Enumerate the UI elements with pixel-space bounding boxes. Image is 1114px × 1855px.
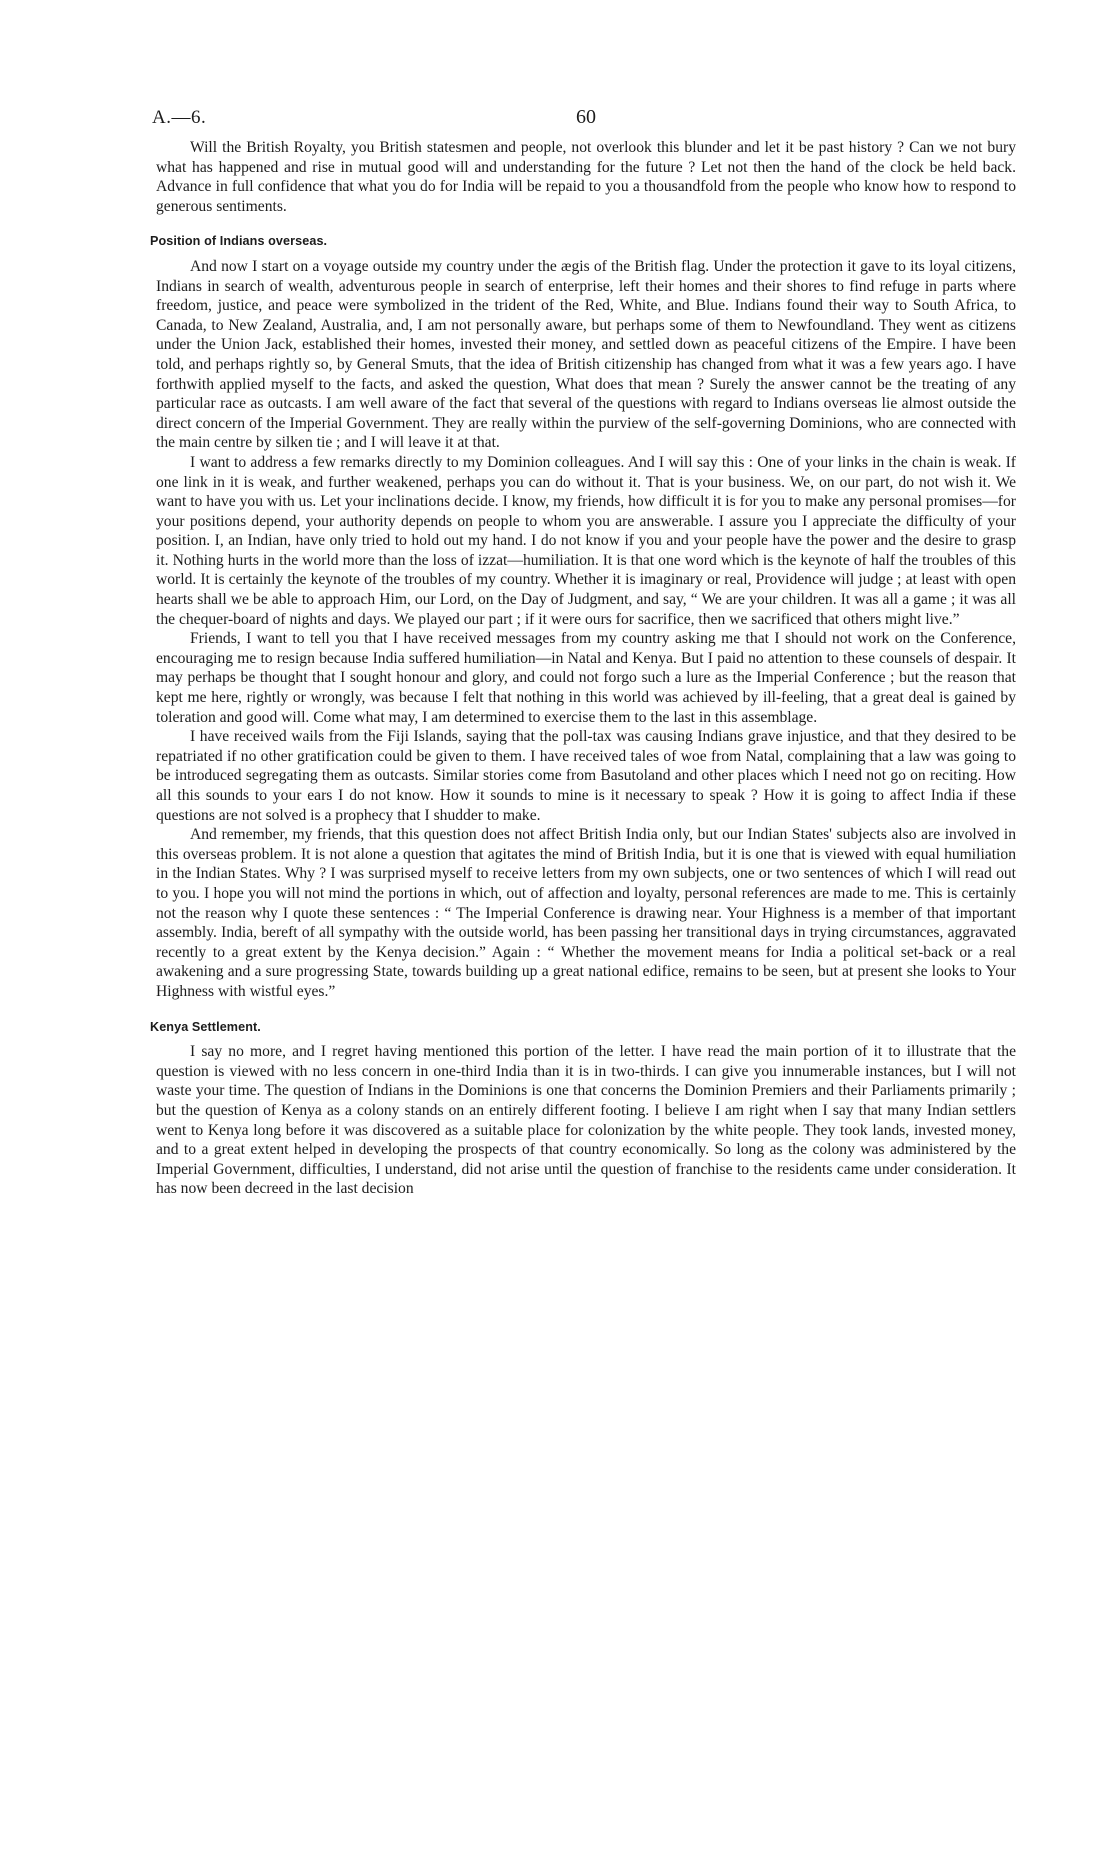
paragraph: And now I start on a voyage outside my country under the ægis of the British flag. Under the protection it gave to its loyal citizens, Indians in search of wealth, adventurous people in search of enterprise, left their homes and their shores to find refuge in parts where freedom, justice, and peace were symbolized in the trident of the Red, White, and Blue. Indians found their way to South Africa, to Canada, to New Zealand, Australia, and, I am not personally aware, but perhaps some of them to Newfoundland. They went as citizens under the Union Jack, established their homes, invested their money, and settled down as peaceful citizens of the Empire. I have been told, and perhaps rightly so, by General Smuts, that the idea of British citizenship has changed from what it was a few years ago. I have forthwith applied myself to the facts, and asked the question, What does that mean ? Surely the answer cannot be the treating of any particular race as outcasts. I am well aware of the fact that several of the questions with regard to Indians overseas lie almost outside the direct concern of the Imperial Government. They are really within the purview of the self-governing Dominions, who are connected with the main centre by silken tie ; and I will leave it at that. [156,257,1016,452]
section-heading-kenya-settlement: Kenya Settlement. [150,1019,261,1034]
section-heading-indians-overseas: Position of Indians overseas. [150,234,328,249]
paragraph: I say no more, and I regret having mentioned this portion of the letter. I have read the main portion of it to illustrate that the question is viewed with no less concern in one-third India than it is in two-thirds. I can give you innumerable instances, but I will not waste your time. The question of Indians in the Dominions is one that concerns the Dominion Premiers and their Parliaments primarily ; but the question of Kenya as a colony stands on an entirely different footing. I believe I am right when I say that many Indian settlers went to Kenya long before it was discovered as a suitable place for colonization by the white people. They took lands, invested money, and to a great extent helped in developing the prospects of that country economically. So long as the colony was administered by the Imperial Government, difficulties, I understand, did not arise until the question of franchise to the residents came under consideration. It has now been decreed in the last decision [156,1043,1016,1198]
paragraph: Friends, I want to tell you that I have received messages from my country asking me that I should not work on the Conference, encouraging me to resign because India suffered humiliation—in Natal and Kenya. But I paid no attention to these counsels of despair. It may perhaps be thought that I sought honour and glory, and could not forgo such a lure as the Imperial Conference ; but the reason that kept me here, rightly or wrongly, was because I felt that nothing in this world was achieved by ill-feeling, that a great deal is gained by toleration and good will. Come what may, I am determined to exercise them to the last in this assemblage. [156,630,1016,726]
document-page [150,106,1016,1199]
paragraph: I have received wails from the Fiji Islands, saying that the poll-tax was causing Indians grave injustice, and that they desired to be repatriated if no other gratification could be given to them. I have received tales of woe from Natal, complaining that a law was going to be introduced segregating them as outcasts. Similar stories come from Basutoland and other places which I need not go on reciting. How all this sounds to your ears I do not know. How it sounds to mine is it necessary to speak ? How it is going to affect India if these questions are not solved is a prophecy that I shudder to make. [156,728,1016,824]
intro-paragraph: Will the British Royalty, you British statesmen and people, not overlook this blunder and let it be past history ? Can we not bury what has happened and rise in mutual good will and understanding for the future ? Let not then the hand of the clock be held back. Advance in full confidence that what you do for India will be repaid to you a thousandfold from the people who know how to respond to generous sentiments. [156,139,1016,215]
page-number: 60 [576,106,596,128]
document-reference: A.—6. [152,107,207,128]
paragraph: I want to address a few remarks directly to my Dominion colleagues. And I will say this : One of your links in the chain is weak. If one link in it is weak, and further weakened, perhaps you can do without it. That is your business. We, on our part, do not wish it. We want to have you with us. Let your inclinations decide. I know, my friends, how difficult it is for you to make any personal promises—for your positions depend, your authority depends on people to whom you are answerable. I assure you I appreciate the difficulty of your position. I, an Indian, have only tried to hold out my hand. I do not know if you and your people have the power and the desire to grasp it. Nothing hurts in the world more than the loss of izzat—humiliation. It is that one word which is the keynote of half the troubles of this world. It is certainly the keynote of the troubles of my country. Whether it is imaginary or real, Providence will judge ; at least with open hearts shall we be able to approach Him, our Lord, on the Day of Judgment, and say, “ We are your children. It was all a game ; it was all the chequer-board of nights and days. We played our part ; if it were ours for sacrifice, then we sacrificed that others might live.” [156,453,1016,628]
paragraph: And remember, my friends, that this question does not affect British India only, but our Indian States' subjects also are involved in this overseas problem. It is not alone a question that agitates the mind of British India, but it is one that is viewed with equal humiliation in the Indian States. Why ? I was surprised myself to receive letters from my own subjects, one or two sentences of which I will read out to you. I hope you will not mind the portions in which, out of affection and loyalty, personal references are made to me. This is certainly not the reason why I quote these sentences : “ The Imperial Conference is drawing near. Your Highness is a member of that important assembly. India, bereft of all sympathy with the outside world, has been passing her transitional days in trying circumstances, aggravated recently to a great extent by the Kenya decision.” Again : “ Whether the movement means for India a political set-back or a real awakening and a sure progressing State, towards building up a great national edifice, remains to be seen, but at present she looks to Your Highness with wistful eyes.” [156,826,1016,1000]
page-header [152,106,1016,138]
